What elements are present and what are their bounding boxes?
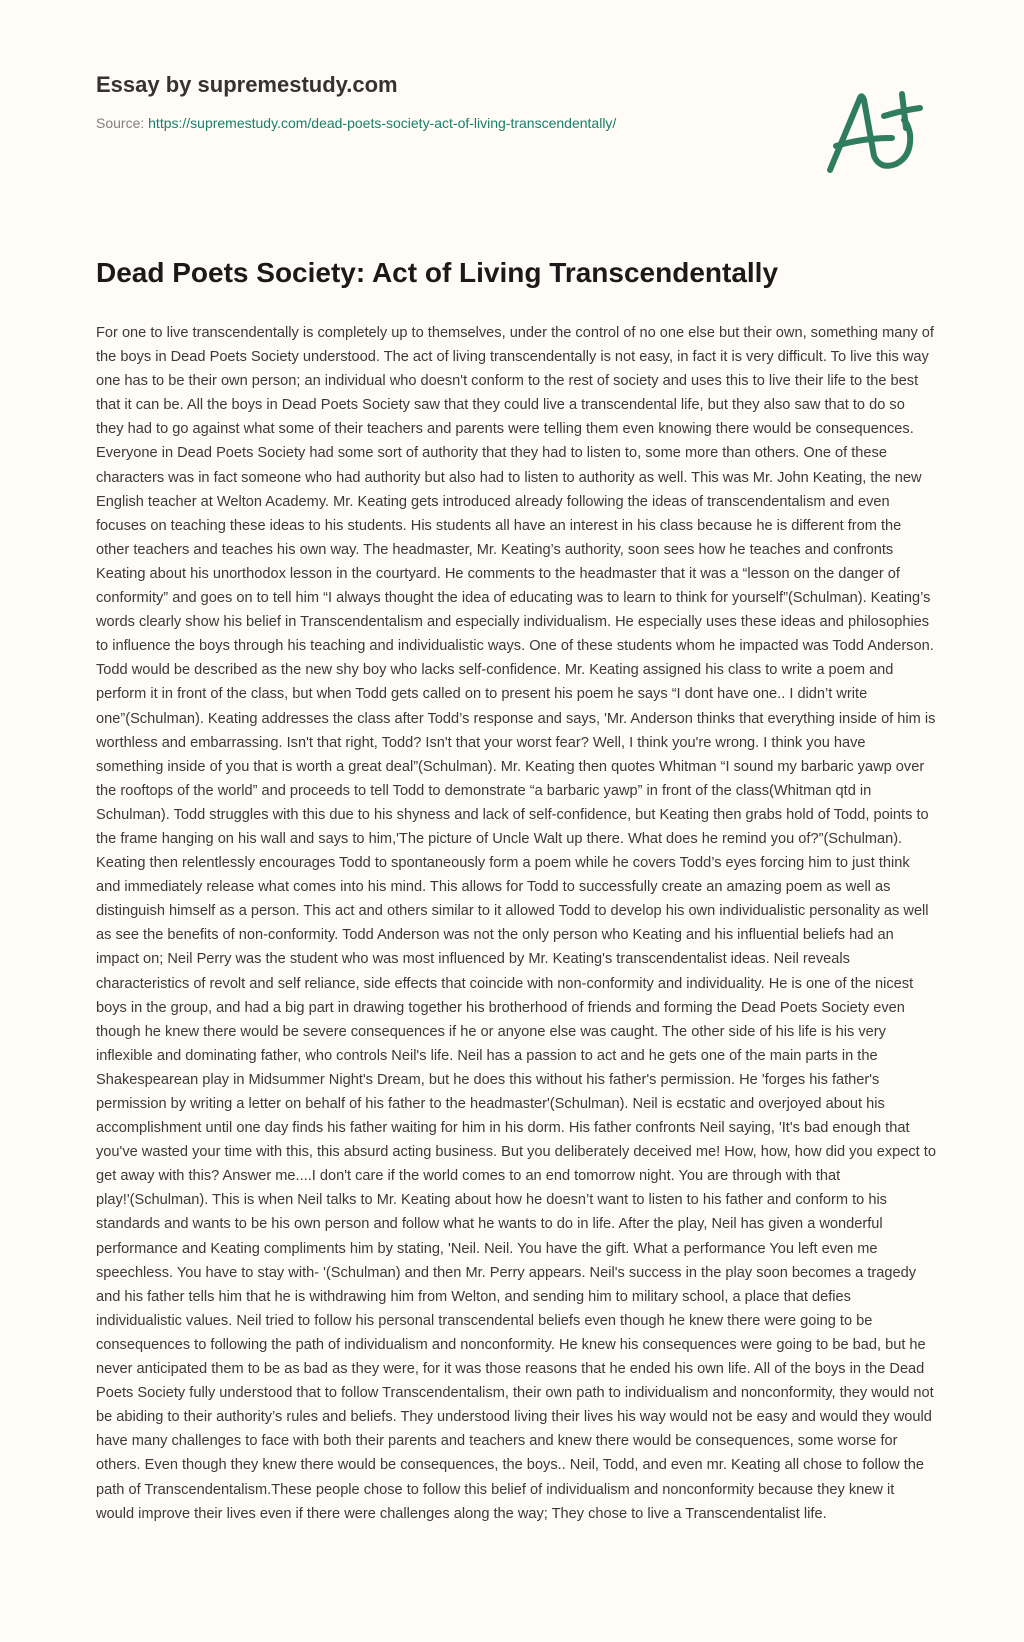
a-plus-grade-icon <box>822 74 940 174</box>
page-header <box>96 70 856 132</box>
source-link[interactable]: https://supremestudy.com/dead-poets-society-act-of-living-transcendentally/ <box>148 115 617 131</box>
source-line <box>96 114 856 132</box>
site-title: Essay by supremestudy.com <box>96 72 398 97</box>
source-label: Source: <box>96 115 149 131</box>
document-title: Dead Poets Society: Act of Living Transcendentally <box>96 257 779 288</box>
essay-body: For one to live transcendentally is completely up to themselves, under the control of no one else but their own, something many of the boys in Dead Poets Society understood. The act of living transcendentally is not easy, in fact it is very difficult. To live this way one has to be their own person; an individual who doesn't conform to the rest of society and uses this to live their life to the best that it can be. All the boys in Dead Poets Society saw that they could live a transcendental life, but they also saw that to do so they had to go against what some of their teachers and parents were telling them even knowing there would be consequences. Everyone in Dead Poets Society had some sort of authority that they had to listen to, some more than others. One of these characters was in fact someone who had authority but also had to listen to authority as well. This was Mr. John Keating, the new English teacher at Welton Academy. Mr. Keating gets introduced already following the ideas of transcendentalism and even focuses on teaching these ideas to his students. His students all have an interest in his class because he is different from the other teachers and teaches his own way. The headmaster, Mr. Keating’s authority, soon sees how he teaches and confronts Keating about his unorthodox lesson in the courtyard. He comments to the headmaster that it was a “lesson on the danger of conformity” and goes on to tell him “I always thought the idea of educating was to learn to think for yourself”(Schulman). Keating’s words clearly show his belief in Transcendentalism and especially individualism. He especially uses these ideas and philosophies to influence the boys through his teaching and individualistic ways. One of these students whom he impacted was Todd Anderson. Todd would be described as the new shy boy who lacks self-confidence. Mr. Keating assigned his class to write a poem and perform it in front of the class, but when Todd gets called on to present his poem he says “I dont have one.. I didn’t write one”(Schulman). Keating addresses the class after Todd’s response and says, 'Mr. Anderson thinks that everything inside of him is worthless and embarrassing. Isn't that right, Todd? Isn't that your worst fear? Well, I think you're wrong. I think you have something inside of you that is worth a great deal”(Schulman). Mr. Keating then quotes Whitman “I sound my barbaric yawp over the rooftops of the world” and proceeds to tell Todd to demonstrate “a barbaric yawp” in front of the class(Whitman qtd in Schulman). Todd struggles with this due to his shyness and lack of self-confidence, but Keating then grabs hold of Todd, points to the frame hanging on his wall and says to him,'The picture of Uncle Walt up there. What does he remind you of?”(Schulman). Keating then relentlessly encourages Todd to spontaneously form a poem while he covers Todd’s eyes forcing him to just think and immediately release what comes into his mind. This allows for Todd to successfully create an amazing poem as well as distinguish himself as a person. This act and others similar to it allowed Todd to develop his own individualistic personality as well as see the benefits of non-conformity. Todd Anderson was not the only person who Keating and his influential beliefs had an impact on; Neil Perry was the student who was most influenced by Mr. Keating's transcendentalist ideas. Neil reveals characteristics of revolt and self reliance, side effects that coincide with non-conformity and individuality. He is one of the nicest boys in the group, and had a big part in drawing together his brotherhood of friends and forming the Dead Poets Society even though he knew there would be severe consequences if he or anyone else was caught. The other side of his life is his very inflexible and dominating father, who controls Neil's life. Neil has a passion to act and he gets one of the main parts in the Shakespearean play in Midsummer Night's Dream, but he does this without his father's permission. He 'forges his father's permission by writing a letter on behalf of his father to the headmaster'(Schulman). Neil is ecstatic and overjoyed about his accomplishment until one day finds his father waiting for him in his dorm. His father confronts Neil saying, 'It's bad enough that you've wasted your time with this, this absurd acting business. But you deliberately deceived me! How, how, how did you expect to get away with this? Answer me....I don't care if the world comes to an end tomorrow night. You are through with that play!'(Schulman). This is when Neil talks to Mr. Keating about how he doesn’t want to listen to his father and conform to his standards and wants to be his own person and follow what he wants to do in life. After the play, Neil has given a wonderful performance and Keating compliments him by stating, 'Neil. Neil. You have the gift. What a performance You left even me speechless. You have to stay with- '(Schulman) and then Mr. Perry appears. Neil's success in the play soon becomes a tragedy and his father tells him that he is withdrawing him from Welton, and sending him to military school, a place that defies individualistic values. Neil tried to follow his personal transcendental beliefs even though he knew there were going to be consequences to following the path of individualism and nonconformity. He knew his consequences were going to be bad, but he never anticipated them to be as bad as they were, for it was those reasons that he ended his own life. All of the boys in the Dead Poets Society fully understood that to follow Transcendentalism, their own path to individualism and nonconformity, they would not be abiding to their authority’s rules and beliefs. They understood living their lives his way would not be easy and would they would have many challenges to face with both their parents and teachers and knew there would be consequences, some worse for others. Even though they knew there would be consequences, the boys.. Neil, Todd, and even mr. Keating all chose to follow the path of Transcendentalism.These people chose to follow this belief of individualism and nonconformity because they knew it would improve their lives even if there were challenges along the way; They chose to live a Transcendentalist life. <box>96 325 936 1522</box>
